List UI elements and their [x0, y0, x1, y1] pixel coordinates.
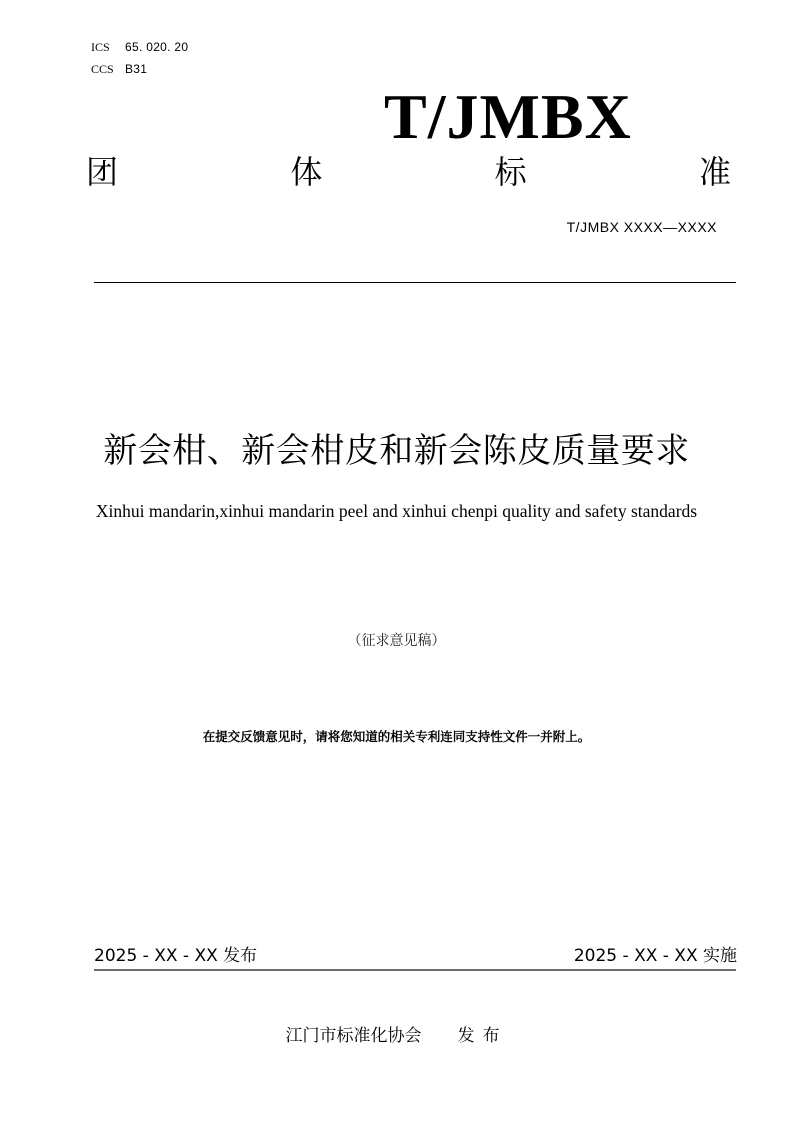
standard-type-char: 标: [494, 153, 527, 191]
ics-classification: [91, 40, 188, 54]
ics-label: ICS: [91, 40, 110, 54]
document-title-cn: 新会柑、新会柑皮和新会陈皮质量要求: [103, 431, 690, 471]
standard-type-char: 团: [86, 153, 119, 191]
standard-type-heading: [86, 150, 731, 194]
patent-notice: 在提交反馈意见时，请将您知道的相关专利连同支持性文件一并附上。: [202, 729, 591, 744]
ccs-classification: [91, 62, 147, 76]
publisher-line: [0, 1025, 793, 1047]
publish-date: 2025 - XX - XX 发布: [94, 946, 258, 966]
standard-type-char: 准: [698, 153, 731, 191]
document-title-en: Xinhui mandarin,xinhui mandarin peel and xinhui chenpi quality and safety standards: [95, 501, 698, 521]
standard-number: T/JMBX XXXX—XXXX: [566, 219, 717, 235]
draft-status-label: （征求意见稿）: [347, 633, 446, 649]
ccs-label: CCS: [91, 62, 114, 76]
header-divider: [94, 282, 736, 283]
implement-date: 2025 - XX - XX 实施: [573, 946, 737, 966]
ics-value: 65. 020. 20: [125, 40, 189, 54]
ccs-value: B31: [125, 62, 148, 76]
standard-type-char: 体: [290, 153, 323, 191]
footer-divider: [94, 969, 736, 971]
publisher-org: 江门市标准化协会: [285, 1026, 422, 1046]
standard-code-logo: T/JMBX: [384, 81, 632, 152]
publisher-action: 发布: [457, 1026, 508, 1046]
